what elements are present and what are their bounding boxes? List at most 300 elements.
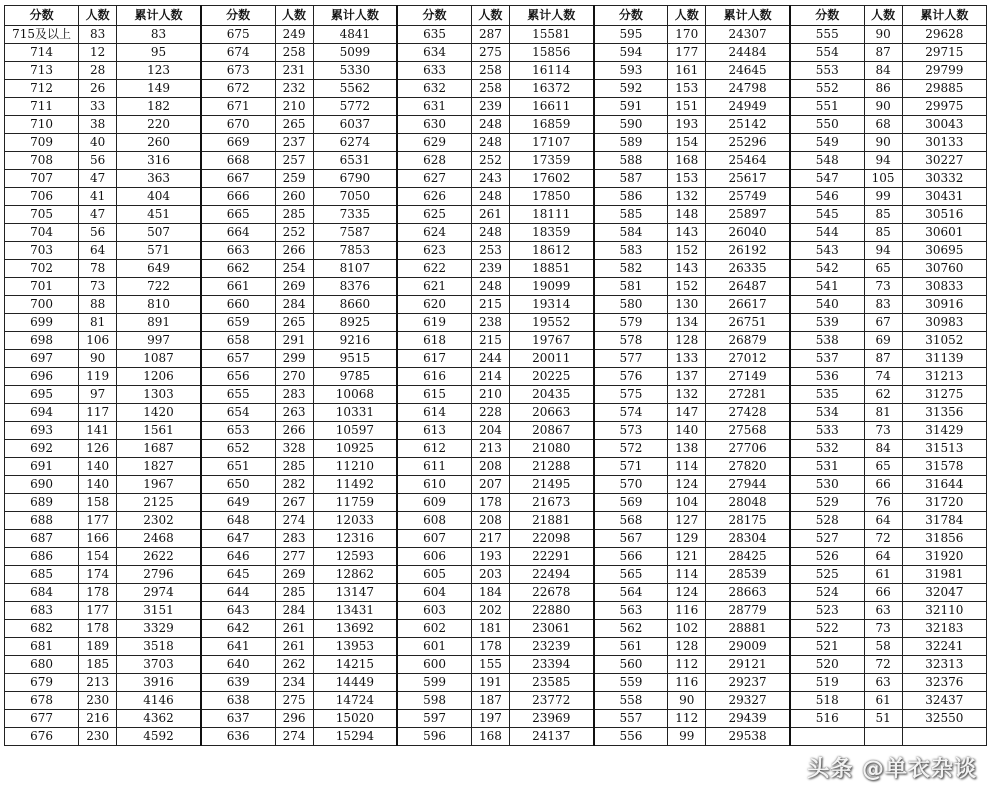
count-cell: 291 bbox=[275, 332, 313, 350]
count-cell: 178 bbox=[471, 494, 509, 512]
header-score: 分数 bbox=[594, 6, 668, 26]
score-cell: 668 bbox=[201, 152, 275, 170]
score-cell: 694 bbox=[5, 404, 79, 422]
count-cell: 237 bbox=[275, 134, 313, 152]
cumulative-cell: 31920 bbox=[902, 548, 986, 566]
score-cell: 644 bbox=[201, 584, 275, 602]
count-cell: 85 bbox=[864, 206, 902, 224]
count-cell: 274 bbox=[275, 512, 313, 530]
count-cell: 216 bbox=[79, 710, 117, 728]
count-cell: 265 bbox=[275, 314, 313, 332]
cumulative-cell: 649 bbox=[117, 260, 201, 278]
score-cell: 614 bbox=[397, 404, 471, 422]
cumulative-cell: 29799 bbox=[902, 62, 986, 80]
score-cell: 568 bbox=[594, 512, 668, 530]
table-row bbox=[5, 26, 987, 44]
cumulative-cell bbox=[902, 728, 986, 746]
cumulative-cell: 3518 bbox=[117, 638, 201, 656]
score-cell: 641 bbox=[201, 638, 275, 656]
cumulative-cell: 23394 bbox=[509, 656, 593, 674]
score-cell: 708 bbox=[5, 152, 79, 170]
count-cell: 191 bbox=[471, 674, 509, 692]
cumulative-cell: 32550 bbox=[902, 710, 986, 728]
score-cell: 671 bbox=[201, 98, 275, 116]
count-cell: 285 bbox=[275, 458, 313, 476]
cumulative-cell: 31856 bbox=[902, 530, 986, 548]
cumulative-cell: 30227 bbox=[902, 152, 986, 170]
count-cell: 147 bbox=[668, 404, 706, 422]
score-cell: 530 bbox=[790, 476, 864, 494]
cumulative-cell: 7853 bbox=[313, 242, 397, 260]
cumulative-cell: 13147 bbox=[313, 584, 397, 602]
cumulative-cell: 32047 bbox=[902, 584, 986, 602]
count-cell: 258 bbox=[471, 80, 509, 98]
table-row bbox=[5, 296, 987, 314]
cumulative-cell: 25142 bbox=[706, 116, 790, 134]
cumulative-cell: 12316 bbox=[313, 530, 397, 548]
count-cell: 116 bbox=[668, 602, 706, 620]
count-cell: 114 bbox=[668, 458, 706, 476]
score-cell: 654 bbox=[201, 404, 275, 422]
table-row bbox=[5, 422, 987, 440]
cumulative-cell: 3329 bbox=[117, 620, 201, 638]
score-cell: 542 bbox=[790, 260, 864, 278]
count-cell: 102 bbox=[668, 620, 706, 638]
score-cell: 583 bbox=[594, 242, 668, 260]
cumulative-cell: 28048 bbox=[706, 494, 790, 512]
score-cell: 692 bbox=[5, 440, 79, 458]
count-cell: 266 bbox=[275, 242, 313, 260]
count-cell: 47 bbox=[79, 170, 117, 188]
count-cell: 58 bbox=[864, 638, 902, 656]
score-cell: 596 bbox=[397, 728, 471, 746]
cumulative-cell: 20867 bbox=[509, 422, 593, 440]
count-cell: 153 bbox=[668, 170, 706, 188]
table-row bbox=[5, 386, 987, 404]
score-cell: 564 bbox=[594, 584, 668, 602]
count-cell: 56 bbox=[79, 152, 117, 170]
cumulative-cell: 13692 bbox=[313, 620, 397, 638]
table-row bbox=[5, 332, 987, 350]
score-cell: 704 bbox=[5, 224, 79, 242]
cumulative-cell: 26617 bbox=[706, 296, 790, 314]
cumulative-cell: 1206 bbox=[117, 368, 201, 386]
score-cell bbox=[790, 728, 864, 746]
score-cell: 664 bbox=[201, 224, 275, 242]
score-cell: 523 bbox=[790, 602, 864, 620]
table-row bbox=[5, 638, 987, 656]
cumulative-cell: 31356 bbox=[902, 404, 986, 422]
count-cell: 275 bbox=[471, 44, 509, 62]
score-cell: 533 bbox=[790, 422, 864, 440]
count-cell: 154 bbox=[668, 134, 706, 152]
score-cell: 679 bbox=[5, 674, 79, 692]
score-cell: 552 bbox=[790, 80, 864, 98]
score-cell: 672 bbox=[201, 80, 275, 98]
count-cell: 214 bbox=[471, 368, 509, 386]
score-cell: 639 bbox=[201, 674, 275, 692]
cumulative-cell: 20011 bbox=[509, 350, 593, 368]
score-cell: 606 bbox=[397, 548, 471, 566]
cumulative-cell: 18612 bbox=[509, 242, 593, 260]
cumulative-cell: 17359 bbox=[509, 152, 593, 170]
cumulative-cell: 11759 bbox=[313, 494, 397, 512]
count-cell bbox=[864, 728, 902, 746]
score-cell: 527 bbox=[790, 530, 864, 548]
score-cell: 520 bbox=[790, 656, 864, 674]
cumulative-cell: 29009 bbox=[706, 638, 790, 656]
count-cell: 258 bbox=[275, 44, 313, 62]
table-row bbox=[5, 530, 987, 548]
score-cell: 691 bbox=[5, 458, 79, 476]
score-cell: 680 bbox=[5, 656, 79, 674]
cumulative-cell: 1687 bbox=[117, 440, 201, 458]
score-cell: 534 bbox=[790, 404, 864, 422]
cumulative-cell: 17850 bbox=[509, 188, 593, 206]
cumulative-cell: 31275 bbox=[902, 386, 986, 404]
score-cell: 635 bbox=[397, 26, 471, 44]
count-cell: 296 bbox=[275, 710, 313, 728]
cumulative-cell: 31644 bbox=[902, 476, 986, 494]
count-cell: 76 bbox=[864, 494, 902, 512]
score-cell: 591 bbox=[594, 98, 668, 116]
count-cell: 248 bbox=[471, 224, 509, 242]
count-cell: 56 bbox=[79, 224, 117, 242]
count-cell: 284 bbox=[275, 602, 313, 620]
score-cell: 675 bbox=[201, 26, 275, 44]
count-cell: 83 bbox=[864, 296, 902, 314]
count-cell: 153 bbox=[668, 80, 706, 98]
score-cell: 524 bbox=[790, 584, 864, 602]
count-cell: 73 bbox=[79, 278, 117, 296]
score-cell: 684 bbox=[5, 584, 79, 602]
count-cell: 112 bbox=[668, 656, 706, 674]
count-cell: 126 bbox=[79, 440, 117, 458]
cumulative-cell: 15020 bbox=[313, 710, 397, 728]
score-cell: 682 bbox=[5, 620, 79, 638]
table-row bbox=[5, 656, 987, 674]
cumulative-cell: 16372 bbox=[509, 80, 593, 98]
cumulative-cell: 28425 bbox=[706, 548, 790, 566]
header-count: 人数 bbox=[668, 6, 706, 26]
count-cell: 152 bbox=[668, 242, 706, 260]
score-cell: 715及以上 bbox=[5, 26, 79, 44]
score-cell: 550 bbox=[790, 116, 864, 134]
score-cell: 713 bbox=[5, 62, 79, 80]
cumulative-cell: 3151 bbox=[117, 602, 201, 620]
cumulative-cell: 29237 bbox=[706, 674, 790, 692]
score-cell: 581 bbox=[594, 278, 668, 296]
score-cell: 714 bbox=[5, 44, 79, 62]
count-cell: 217 bbox=[471, 530, 509, 548]
cumulative-cell: 182 bbox=[117, 98, 201, 116]
table-row bbox=[5, 566, 987, 584]
count-cell: 128 bbox=[668, 638, 706, 656]
cumulative-cell: 32376 bbox=[902, 674, 986, 692]
score-cell: 547 bbox=[790, 170, 864, 188]
cumulative-cell: 19099 bbox=[509, 278, 593, 296]
score-cell: 537 bbox=[790, 350, 864, 368]
table-row bbox=[5, 98, 987, 116]
count-cell: 64 bbox=[864, 548, 902, 566]
cumulative-cell: 12033 bbox=[313, 512, 397, 530]
count-cell: 117 bbox=[79, 404, 117, 422]
cumulative-cell: 12593 bbox=[313, 548, 397, 566]
count-cell: 140 bbox=[79, 458, 117, 476]
cumulative-cell: 6531 bbox=[313, 152, 397, 170]
count-cell: 230 bbox=[79, 728, 117, 746]
score-cell: 690 bbox=[5, 476, 79, 494]
count-cell: 267 bbox=[275, 494, 313, 512]
count-cell: 158 bbox=[79, 494, 117, 512]
count-cell: 263 bbox=[275, 404, 313, 422]
cumulative-cell: 15581 bbox=[509, 26, 593, 44]
count-cell: 74 bbox=[864, 368, 902, 386]
score-cell: 605 bbox=[397, 566, 471, 584]
watermark: 头条 @单衣杂谈 bbox=[807, 757, 977, 782]
cumulative-cell: 722 bbox=[117, 278, 201, 296]
cumulative-cell: 30983 bbox=[902, 314, 986, 332]
count-cell: 254 bbox=[275, 260, 313, 278]
table-row bbox=[5, 548, 987, 566]
score-cell: 612 bbox=[397, 440, 471, 458]
cumulative-cell: 31139 bbox=[902, 350, 986, 368]
score-cell: 710 bbox=[5, 116, 79, 134]
score-cell: 698 bbox=[5, 332, 79, 350]
cumulative-cell: 26879 bbox=[706, 332, 790, 350]
score-cell: 655 bbox=[201, 386, 275, 404]
header-row bbox=[5, 6, 987, 26]
table-row bbox=[5, 620, 987, 638]
score-cell: 556 bbox=[594, 728, 668, 746]
score-cell: 621 bbox=[397, 278, 471, 296]
count-cell: 193 bbox=[471, 548, 509, 566]
count-cell: 193 bbox=[668, 116, 706, 134]
cumulative-cell: 29439 bbox=[706, 710, 790, 728]
score-cell: 560 bbox=[594, 656, 668, 674]
table-row bbox=[5, 260, 987, 278]
cumulative-cell: 19552 bbox=[509, 314, 593, 332]
count-cell: 299 bbox=[275, 350, 313, 368]
count-cell: 143 bbox=[668, 260, 706, 278]
count-cell: 178 bbox=[79, 620, 117, 638]
count-cell: 243 bbox=[471, 170, 509, 188]
cumulative-cell: 2125 bbox=[117, 494, 201, 512]
count-cell: 90 bbox=[864, 26, 902, 44]
count-cell: 83 bbox=[79, 26, 117, 44]
count-cell: 210 bbox=[471, 386, 509, 404]
table-row bbox=[5, 728, 987, 746]
score-cell: 519 bbox=[790, 674, 864, 692]
count-cell: 168 bbox=[668, 152, 706, 170]
cumulative-cell: 30760 bbox=[902, 260, 986, 278]
score-cell: 693 bbox=[5, 422, 79, 440]
cumulative-cell: 11210 bbox=[313, 458, 397, 476]
score-cell: 554 bbox=[790, 44, 864, 62]
score-cell: 603 bbox=[397, 602, 471, 620]
score-cell: 572 bbox=[594, 440, 668, 458]
score-cell: 658 bbox=[201, 332, 275, 350]
score-cell: 529 bbox=[790, 494, 864, 512]
cumulative-cell: 23061 bbox=[509, 620, 593, 638]
count-cell: 285 bbox=[275, 206, 313, 224]
header-cumulative: 累计人数 bbox=[313, 6, 397, 26]
header-score: 分数 bbox=[397, 6, 471, 26]
score-cell: 610 bbox=[397, 476, 471, 494]
count-cell: 287 bbox=[471, 26, 509, 44]
count-cell: 208 bbox=[471, 458, 509, 476]
cumulative-cell: 14215 bbox=[313, 656, 397, 674]
score-cell: 677 bbox=[5, 710, 79, 728]
table-row bbox=[5, 368, 987, 386]
count-cell: 124 bbox=[668, 584, 706, 602]
cumulative-cell: 31720 bbox=[902, 494, 986, 512]
score-cell: 528 bbox=[790, 512, 864, 530]
score-cell: 685 bbox=[5, 566, 79, 584]
count-cell: 85 bbox=[864, 224, 902, 242]
score-cell: 544 bbox=[790, 224, 864, 242]
score-cell: 589 bbox=[594, 134, 668, 152]
count-cell: 261 bbox=[275, 638, 313, 656]
cumulative-cell: 23585 bbox=[509, 674, 593, 692]
table-row bbox=[5, 224, 987, 242]
cumulative-cell: 15294 bbox=[313, 728, 397, 746]
score-cell: 633 bbox=[397, 62, 471, 80]
count-cell: 260 bbox=[275, 188, 313, 206]
count-cell: 40 bbox=[79, 134, 117, 152]
score-cell: 536 bbox=[790, 368, 864, 386]
score-cell: 646 bbox=[201, 548, 275, 566]
score-cell: 660 bbox=[201, 296, 275, 314]
score-cell: 617 bbox=[397, 350, 471, 368]
cumulative-cell: 363 bbox=[117, 170, 201, 188]
count-cell: 81 bbox=[864, 404, 902, 422]
count-cell: 151 bbox=[668, 98, 706, 116]
count-cell: 73 bbox=[864, 278, 902, 296]
cumulative-cell: 5330 bbox=[313, 62, 397, 80]
header-score: 分数 bbox=[201, 6, 275, 26]
score-cell: 574 bbox=[594, 404, 668, 422]
score-cell: 674 bbox=[201, 44, 275, 62]
cumulative-cell: 17107 bbox=[509, 134, 593, 152]
count-cell: 116 bbox=[668, 674, 706, 692]
count-cell: 174 bbox=[79, 566, 117, 584]
score-cell: 580 bbox=[594, 296, 668, 314]
cumulative-cell: 123 bbox=[117, 62, 201, 80]
cumulative-cell: 27706 bbox=[706, 440, 790, 458]
count-cell: 248 bbox=[471, 116, 509, 134]
count-cell: 252 bbox=[471, 152, 509, 170]
table-row bbox=[5, 116, 987, 134]
score-cell: 600 bbox=[397, 656, 471, 674]
cumulative-cell: 10597 bbox=[313, 422, 397, 440]
cumulative-cell: 28663 bbox=[706, 584, 790, 602]
score-cell: 649 bbox=[201, 494, 275, 512]
score-cell: 558 bbox=[594, 692, 668, 710]
table-row bbox=[5, 674, 987, 692]
table-row bbox=[5, 512, 987, 530]
cumulative-cell: 26751 bbox=[706, 314, 790, 332]
cumulative-cell: 9515 bbox=[313, 350, 397, 368]
cumulative-cell: 2974 bbox=[117, 584, 201, 602]
cumulative-cell: 25617 bbox=[706, 170, 790, 188]
cumulative-cell: 220 bbox=[117, 116, 201, 134]
table-row bbox=[5, 170, 987, 188]
count-cell: 215 bbox=[471, 296, 509, 314]
count-cell: 132 bbox=[668, 386, 706, 404]
score-cell: 611 bbox=[397, 458, 471, 476]
score-cell: 582 bbox=[594, 260, 668, 278]
cumulative-cell: 16611 bbox=[509, 98, 593, 116]
cumulative-cell: 29327 bbox=[706, 692, 790, 710]
score-cell: 631 bbox=[397, 98, 471, 116]
score-cell: 602 bbox=[397, 620, 471, 638]
cumulative-cell: 30516 bbox=[902, 206, 986, 224]
count-cell: 84 bbox=[864, 440, 902, 458]
cumulative-cell: 83 bbox=[117, 26, 201, 44]
cumulative-cell: 21288 bbox=[509, 458, 593, 476]
score-cell: 563 bbox=[594, 602, 668, 620]
cumulative-cell: 27428 bbox=[706, 404, 790, 422]
cumulative-cell: 25296 bbox=[706, 134, 790, 152]
table-row bbox=[5, 602, 987, 620]
score-cell: 637 bbox=[201, 710, 275, 728]
count-cell: 204 bbox=[471, 422, 509, 440]
cumulative-cell: 404 bbox=[117, 188, 201, 206]
score-cell: 652 bbox=[201, 440, 275, 458]
count-cell: 207 bbox=[471, 476, 509, 494]
cumulative-cell: 11492 bbox=[313, 476, 397, 494]
table-row bbox=[5, 350, 987, 368]
score-cell: 585 bbox=[594, 206, 668, 224]
cumulative-cell: 27568 bbox=[706, 422, 790, 440]
cumulative-cell: 4362 bbox=[117, 710, 201, 728]
cumulative-cell: 22291 bbox=[509, 548, 593, 566]
cumulative-cell: 24484 bbox=[706, 44, 790, 62]
cumulative-cell: 1967 bbox=[117, 476, 201, 494]
count-cell: 178 bbox=[79, 584, 117, 602]
cumulative-cell: 25897 bbox=[706, 206, 790, 224]
cumulative-cell: 3703 bbox=[117, 656, 201, 674]
score-cell: 681 bbox=[5, 638, 79, 656]
score-cell: 551 bbox=[790, 98, 864, 116]
cumulative-cell: 29121 bbox=[706, 656, 790, 674]
count-cell: 137 bbox=[668, 368, 706, 386]
count-cell: 78 bbox=[79, 260, 117, 278]
cumulative-cell: 2302 bbox=[117, 512, 201, 530]
score-cell: 662 bbox=[201, 260, 275, 278]
count-cell: 215 bbox=[471, 332, 509, 350]
count-cell: 12 bbox=[79, 44, 117, 62]
score-cell: 597 bbox=[397, 710, 471, 728]
score-cell: 701 bbox=[5, 278, 79, 296]
table-body bbox=[5, 26, 987, 746]
cumulative-cell: 24307 bbox=[706, 26, 790, 44]
score-cell: 539 bbox=[790, 314, 864, 332]
score-cell: 535 bbox=[790, 386, 864, 404]
count-cell: 143 bbox=[668, 224, 706, 242]
cumulative-cell: 30695 bbox=[902, 242, 986, 260]
score-cell: 567 bbox=[594, 530, 668, 548]
cumulative-cell: 27012 bbox=[706, 350, 790, 368]
score-cell: 700 bbox=[5, 296, 79, 314]
score-cell: 665 bbox=[201, 206, 275, 224]
score-cell: 587 bbox=[594, 170, 668, 188]
count-cell: 210 bbox=[275, 98, 313, 116]
cumulative-cell: 95 bbox=[117, 44, 201, 62]
cumulative-cell: 10068 bbox=[313, 386, 397, 404]
count-cell: 184 bbox=[471, 584, 509, 602]
